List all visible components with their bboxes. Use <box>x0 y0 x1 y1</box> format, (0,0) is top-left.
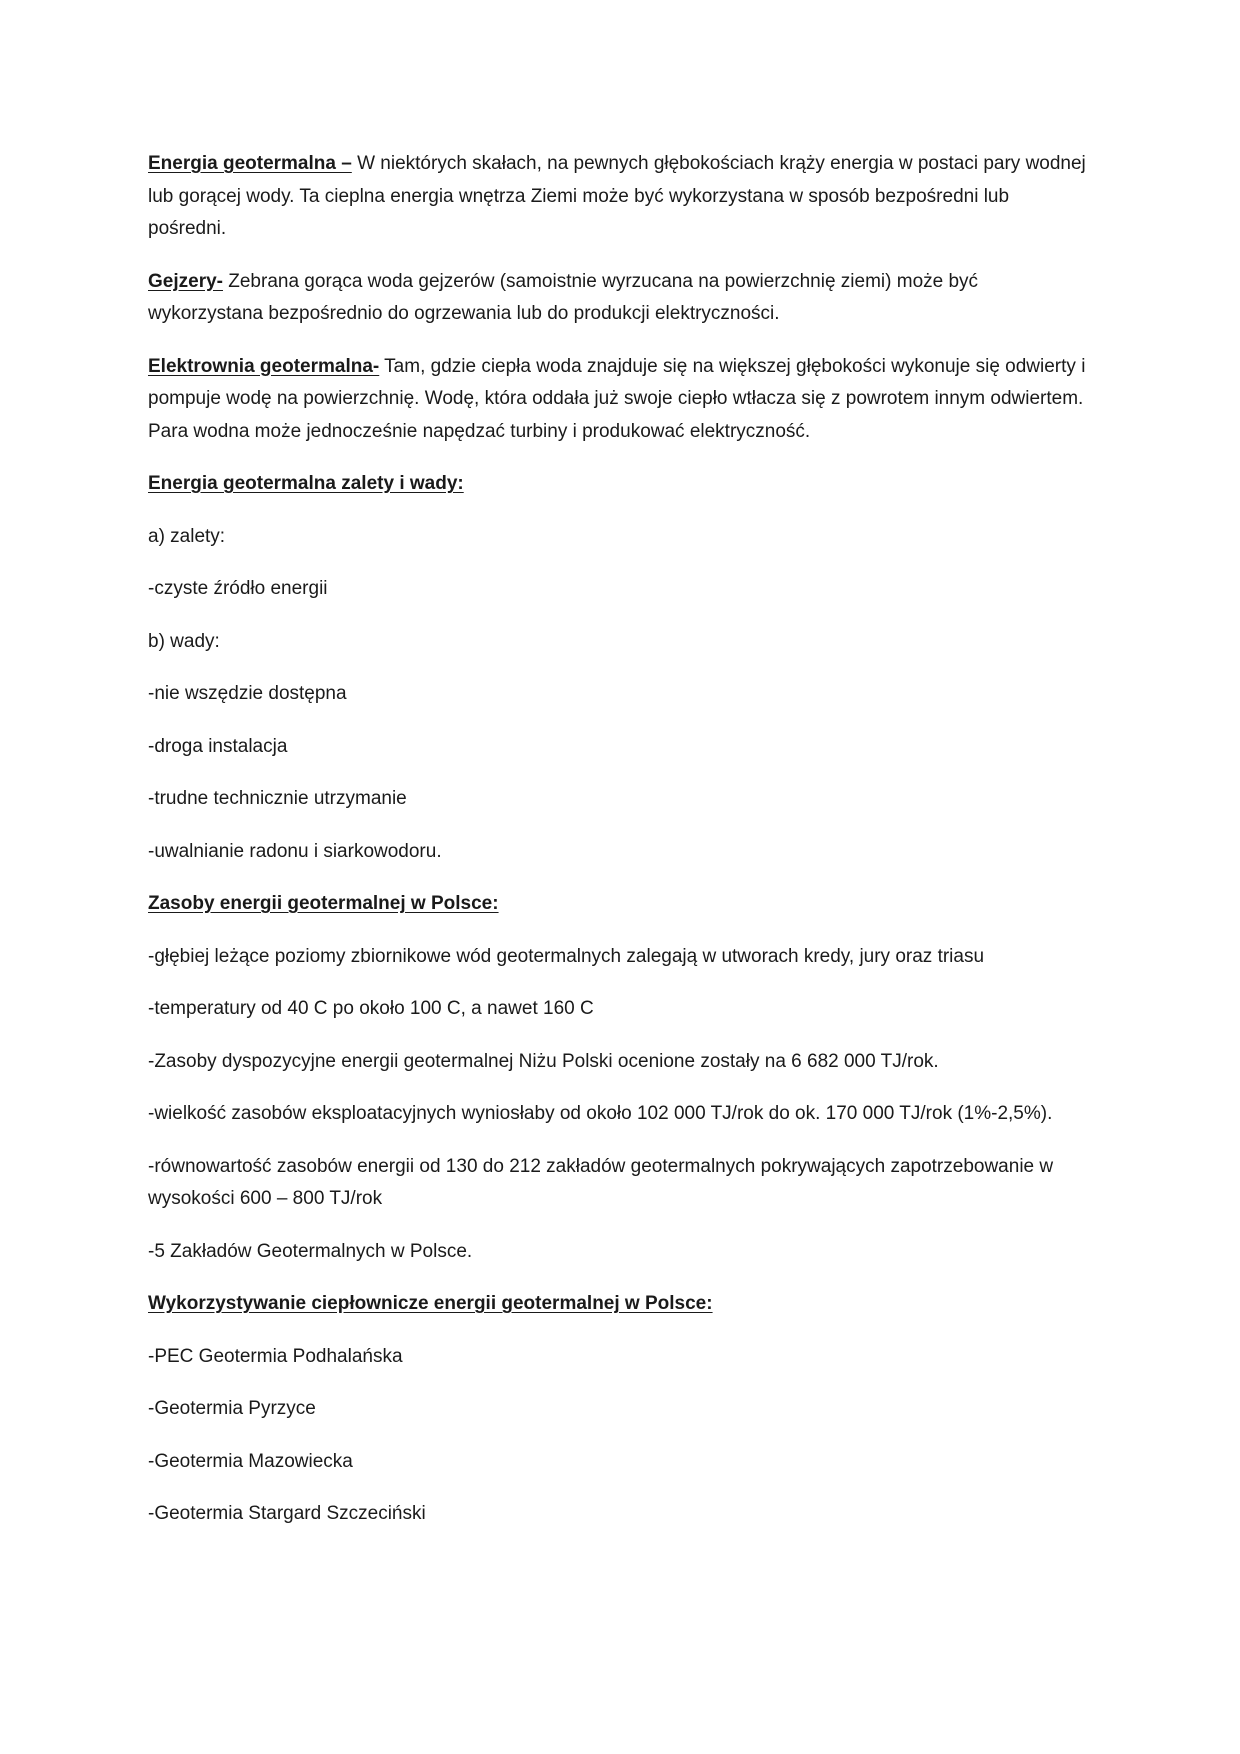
pros-label: a) zalety: <box>148 525 226 547</box>
list-item: -głębiej leżące poziomy zbiornikowe wód geotermalnych zalegają w utworach kredy, jury oraz triasu <box>148 945 985 967</box>
list-item: -trudne technicznie utrzymanie <box>148 788 407 809</box>
usage-heading: Wykorzystywanie ciepłownicze energii geotermalnej w Polsce: <box>148 1293 713 1314</box>
list-item: -nie wszędzie dostępna <box>148 683 347 704</box>
geysers-paragraph <box>148 266 1088 331</box>
cons-label: b) wady: <box>148 630 220 652</box>
list-item: -czyste źródło energii <box>148 578 328 599</box>
intro-text: W niektórych skałach, na pewnych głębokościach krąży energia w postaci pary wodnej lub gorącej wody. Ta cieplna energia wnętrza Ziemi może być wykorzystana w sposób bezpośredni lub pośredni. <box>148 153 1086 239</box>
list-item: -uwalnianie radonu i siarkowodoru. <box>148 840 442 862</box>
pros-cons-heading: Energia geotermalna zalety i wady: <box>148 473 464 494</box>
list-item: -Zasoby dyspozycyjne energii geotermalnej Niżu Polski ocenione zostały na 6 682 000 TJ/rok. <box>148 1050 939 1072</box>
plant-term: Elektrownia geotermalna- <box>148 355 380 377</box>
geysers-term: Gejzery- <box>148 270 223 292</box>
plant-paragraph <box>148 351 1088 449</box>
list-item: -równowartość zasobów energii od 130 do 212 zakładów geotermalnych pokrywających zapotrzebowanie w wysokości 600 – 800 TJ/rok <box>148 1155 1054 1209</box>
intro-paragraph <box>148 148 1088 246</box>
geysers-text: Zebrana gorąca woda gejzerów (samoistnie wyrzucana na powierzchnię ziemi) może być wykorzystana bezpośrednio do ogrzewania lub do produkcji elektryczności. <box>148 270 979 324</box>
plant-text: Tam, gdzie ciepła woda znajduje się na większej głębokości wykonuje się odwierty i pompuje wodę na powierzchnię. Wodę, która oddała już swoje ciepło wtłacza się z powrotem innym odwiertem. Para wodna może jednocześnie napędzać turbiny i produkować elektryczność. <box>148 355 1086 442</box>
list-item: -PEC Geotermia Podhalańska <box>148 1345 403 1367</box>
document-body <box>148 148 1088 1551</box>
list-item: -wielkość zasobów eksploatacyjnych wyniosłaby od około 102 000 TJ/rok do ok. 170 000 TJ/rok (1%-2,5%). <box>148 1103 1053 1124</box>
list-item: -Geotermia Pyrzyce <box>148 1398 316 1419</box>
intro-term: Energia geotermalna – <box>148 153 352 174</box>
resources-heading: Zasoby energii geotermalnej w Polsce: <box>148 893 499 914</box>
list-item: -Geotermia Mazowiecka <box>148 1450 353 1472</box>
list-item: -5 Zakładów Geotermalnych w Polsce. <box>148 1240 473 1262</box>
list-item: -Geotermia Stargard Szczeciński <box>148 1503 426 1524</box>
list-item: -temperatury od 40 C po około 100 C, a nawet 160 C <box>148 998 594 1019</box>
list-item: -droga instalacja <box>148 735 288 757</box>
